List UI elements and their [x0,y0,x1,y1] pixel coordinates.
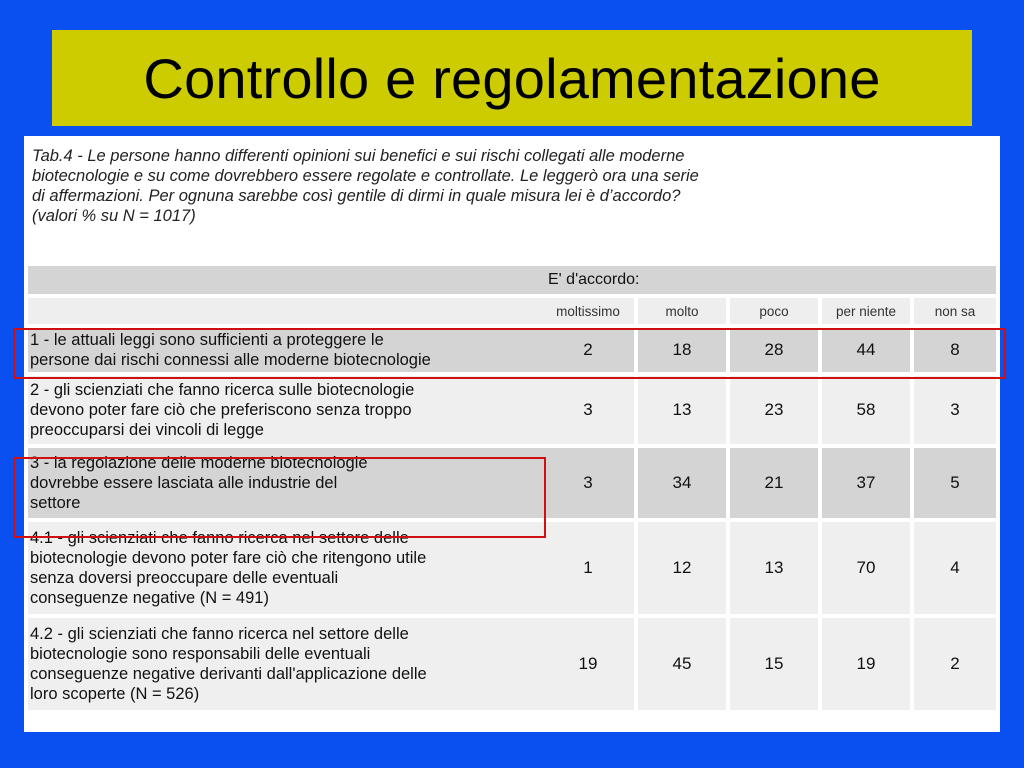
value-cell: 45 [634,614,726,710]
value-cell: 3 [910,372,996,444]
group-header-row [28,266,996,298]
statement-line: senza doversi preoccupare delle eventuali [30,569,339,587]
statement-cell [28,614,542,710]
value-cell: 34 [634,444,726,518]
highlight-row-3-box [13,457,546,538]
column-header-blank [28,298,542,324]
table-row [28,372,996,444]
statement-line: 3 - la regolazione delle moderne biotecnologie [30,454,368,472]
column-header: molto [634,298,726,324]
value-cell: 8 [910,324,996,372]
statement-line: 1 - le attuali leggi sono sufficienti a proteggere le [30,331,384,349]
group-header: E' d'accordo: [542,266,996,298]
statement-line: conseguenze negative derivanti dall'applicazione delle [30,665,427,683]
statement-line: biotecnologie sono responsabili delle eventuali [30,645,371,663]
value-cell: 37 [818,444,910,518]
value-cell: 70 [818,518,910,614]
statement-line: biotecnologie devono poter fare ciò che ritengono utile [30,549,427,567]
value-cell: 3 [542,372,634,444]
caption-line: (valori % su N = 1017) [32,207,196,225]
statement-line: 4.2 - gli scienziati che fanno ricerca nel settore delle [30,625,409,643]
value-cell: 44 [818,324,910,372]
value-cell: 19 [818,614,910,710]
column-header-row [28,298,996,324]
table-row [28,614,996,710]
statement-line: loro scoperte (N = 526) [30,685,200,703]
value-cell: 21 [726,444,818,518]
statement-line: conseguenze negative (N = 491) [30,589,269,607]
value-cell: 2 [910,614,996,710]
statement-line: 2 - gli scienziati che fanno ricerca sulle biotecnologie [30,381,415,399]
value-cell: 3 [542,444,634,518]
statement-line: 4.1 - gli scienziati che fanno ricerca nel settore delle [30,529,409,547]
highlight-row-1-box [13,328,1006,379]
value-cell: 23 [726,372,818,444]
value-cell: 5 [910,444,996,518]
table-caption [32,146,912,226]
caption-line: di affermazioni. Per ognuna sarebbe così gentile di dirmi in quale misura lei è d’accordo? [32,187,681,205]
caption-line: biotecnologie e su come dovrebbero essere regolate e controllate. Le leggerò ora una serie [32,167,699,185]
value-cell: 28 [726,324,818,372]
statement-cell [28,372,542,444]
statement-line: preoccuparsi dei vincoli di legge [30,421,264,439]
column-header: per niente [818,298,910,324]
value-cell: 58 [818,372,910,444]
value-cell: 4 [910,518,996,614]
column-header: non sa [910,298,996,324]
statement-line: settore [30,494,81,512]
slide-title: Controllo e regolamentazione [143,46,881,110]
value-cell: 1 [542,518,634,614]
column-header: moltissimo [542,298,634,324]
column-header: poco [726,298,818,324]
value-cell: 12 [634,518,726,614]
title-banner [52,30,972,126]
value-cell: 18 [634,324,726,372]
value-cell: 13 [634,372,726,444]
header-blank-cell [28,266,542,298]
statement-line: devono poter fare ciò che preferiscono senza troppo [30,401,412,419]
table-sheet [24,136,1000,732]
statement-line: persone dai rischi connessi alle moderne biotecnologie [30,351,431,369]
caption-line: Tab.4 - Le persone hanno differenti opinioni sui benefici e sui rischi collegati alle moderne [32,147,685,165]
value-cell: 13 [726,518,818,614]
value-cell: 15 [726,614,818,710]
statement-line: dovrebbe essere lasciata alle industrie del [30,474,338,492]
value-cell: 19 [542,614,634,710]
value-cell: 2 [542,324,634,372]
